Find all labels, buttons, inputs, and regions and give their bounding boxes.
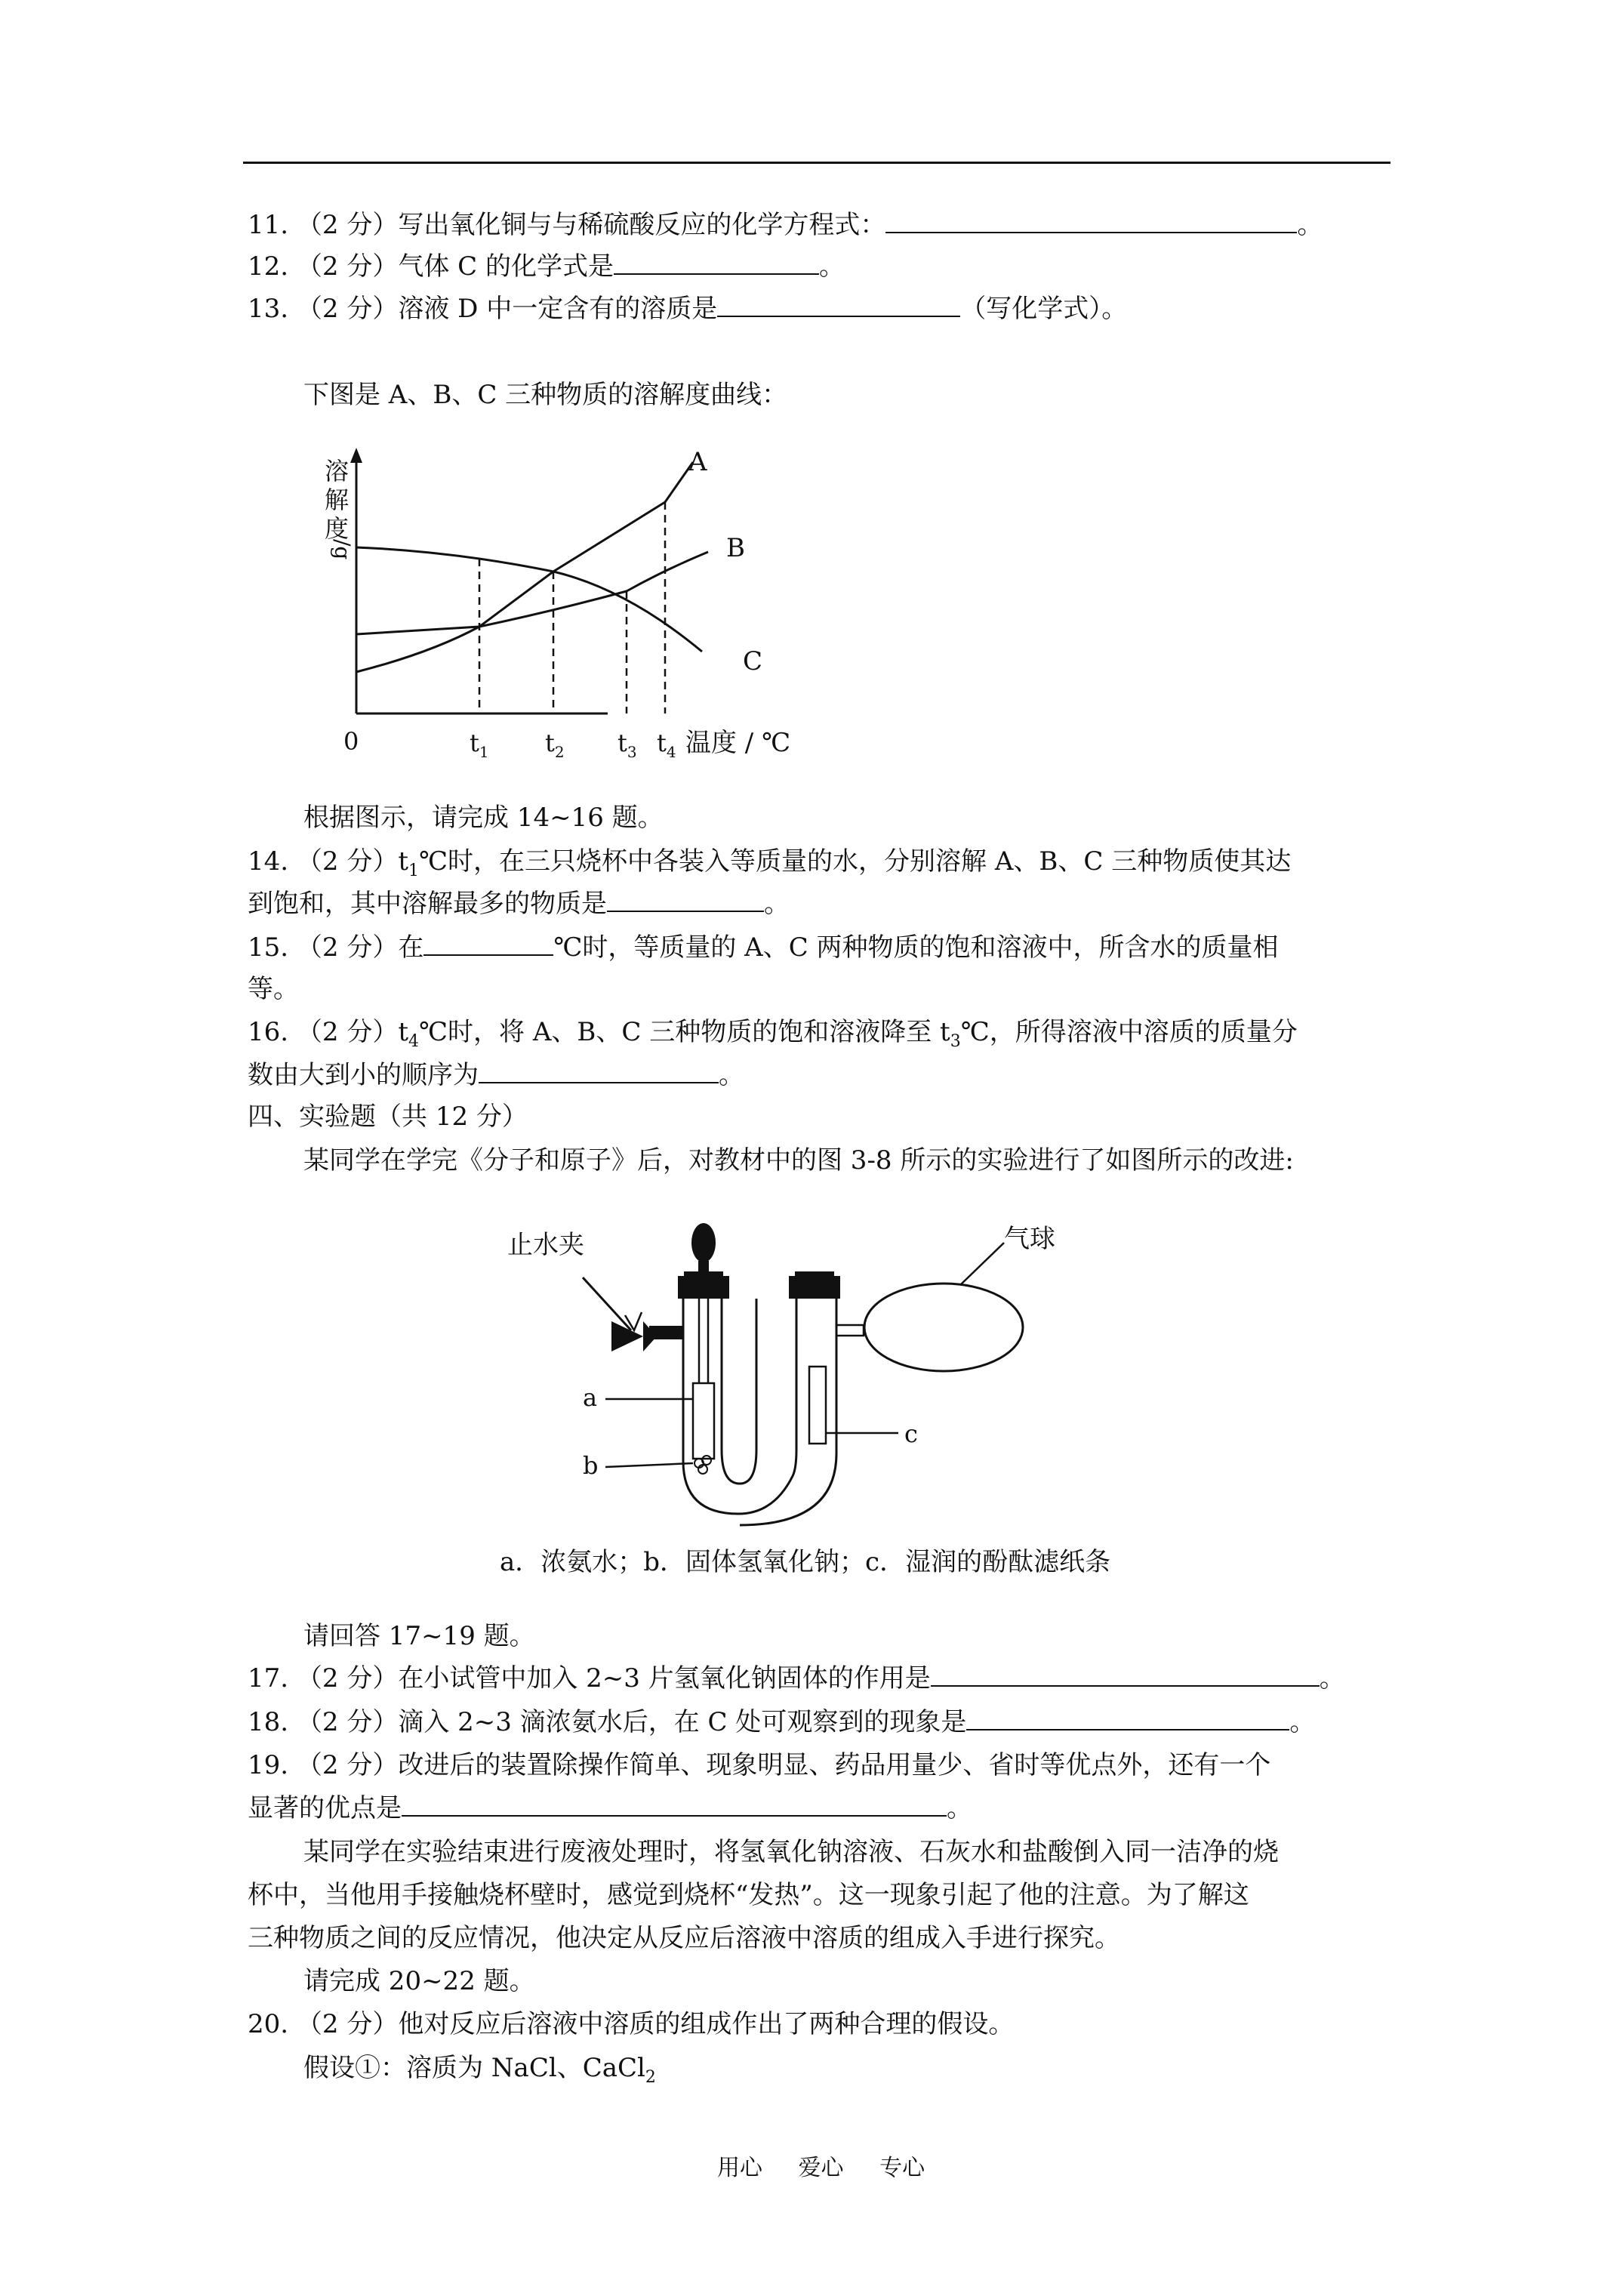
dropper-bulb-icon [691, 1223, 716, 1262]
question-18: 18. （2 分）滴入 2~3 滴浓氨水后，在 C 处可观察到的现象是 。 [248, 1707, 1316, 1737]
u-tube [683, 1299, 796, 1514]
balloon-icon [864, 1284, 1023, 1371]
curve-b [356, 552, 708, 634]
y-axis-label-1: 溶 [325, 457, 350, 485]
y-axis-label-2: 解 [325, 485, 350, 514]
chart-after-text: 根据图示，请完成 14~16 题。 [303, 803, 664, 833]
hypothesis-1: 假设①：溶质为 NaCl、CaCl$_2$ [303, 2053, 656, 2087]
y-axis-arrow-icon [350, 448, 362, 463]
answer-blank[interactable] [717, 313, 960, 317]
question-text: （2 分）溶液 D 中一定含有的溶质是 [296, 294, 718, 324]
question-20: 20. （2 分）他对反应后溶液中溶质的组成作出了两种合理的假设。 [248, 2009, 1015, 2039]
answer-blank[interactable] [479, 1079, 719, 1083]
series-label-b: B [726, 533, 745, 563]
answer-blank[interactable] [402, 1812, 947, 1817]
question-14-line2: 到饱和，其中溶解最多的物质是 。 [248, 889, 790, 919]
question-number: 12. [248, 251, 289, 282]
answer-blank[interactable] [607, 908, 764, 912]
tick-t2: $t_2$ [545, 729, 565, 761]
label-a: a [583, 1383, 598, 1412]
paragraph-line-3: 三种物质之间的反应情况，他决定从反应后溶液中溶质的组成入手进行探究。 [248, 1923, 1120, 1953]
question-13: 13. （2 分）溶液 D 中一定含有的溶质是 （写化学式）。 [248, 294, 1128, 324]
question-16-line2: 数由大到小的顺序为 。 [248, 1060, 744, 1090]
label-balloon: 气球 [1004, 1224, 1055, 1254]
origin-label: 0 [343, 727, 359, 756]
q17-19-intro: 请回答 17~19 题。 [303, 1621, 535, 1651]
tick-t4: $t_4$ [657, 729, 676, 761]
question-16: 16. （2 分）$t_4℃$时，将 A、B、C 三种物质的饱和溶液降至 $t_3℃$，所得溶液中溶质的质量分 [248, 1017, 1298, 1051]
tick-t1: $t_1$ [470, 729, 489, 761]
label-clamp: 止水夹 [507, 1230, 584, 1260]
answer-blank[interactable] [885, 229, 1297, 233]
answer-blank[interactable] [423, 951, 553, 956]
stopper-left [678, 1276, 729, 1299]
question-14: 14. （2 分）$t_1℃$时，在三只烧杯中各装入等质量的水，分别溶解 A、B、C 三种物质使其达 [248, 846, 1292, 880]
balloon-neck [836, 1325, 864, 1336]
y-axis-label-4: /g [330, 539, 355, 560]
question-text: （2 分）写出氧化铜与与稀硫酸反应的化学方程式： [296, 210, 886, 240]
y-axis [350, 448, 362, 713]
x-axis-label: 温度 / ℃ [685, 728, 791, 758]
question-text: （2 分）气体 C 的化学式是 [296, 251, 614, 282]
question-11: 11. （2 分）写出氧化铜与与稀硫酸反应的化学方程式： 。 [248, 210, 1323, 240]
series-label-a: A [688, 447, 707, 477]
question-number: 11. [248, 210, 289, 240]
paragraph-line-1: 某同学在实验结束进行废液处理时，将氢氧化钠溶液、石灰水和盐酸倒入同一洁净的烧 [303, 1837, 1279, 1867]
stopper-right [789, 1276, 840, 1299]
page-footer: 用心 爱心 专心 [717, 2155, 925, 2181]
label-b: b [583, 1451, 599, 1480]
header-rule [243, 162, 1390, 164]
tick-t3: $t_3$ [617, 729, 637, 761]
small-test-tube [693, 1383, 714, 1459]
question-19-line2: 显著的优点是 。 [248, 1793, 972, 1823]
label-c: c [904, 1419, 918, 1448]
phenolphthalein-strip [809, 1367, 826, 1444]
question-12: 12. （2 分）气体 C 的化学式是 。 [248, 251, 845, 282]
series-label-c: C [743, 646, 763, 676]
solubility-chart [302, 442, 830, 766]
y-axis-label-3: 度 [325, 514, 350, 543]
answer-blank[interactable] [614, 270, 819, 275]
question-15: 15. （2 分）在 ℃时，等质量的 A、C 两种物质的饱和溶液中，所含水的质量相 [248, 932, 1279, 963]
chart-intro: 下图是 A、B、C 三种物质的溶解度曲线： [303, 380, 788, 410]
q20-22-intro: 请完成 20~22 题。 [303, 1966, 535, 1996]
question-17: 17. （2 分）在小试管中加入 2~3 片氢氧化钠固体的作用是 。 [248, 1663, 1345, 1693]
answer-blank[interactable] [966, 1726, 1289, 1730]
answer-blank[interactable] [931, 1682, 1320, 1687]
apparatus-caption: a．浓氨水；b．固体氢氧化钠；c．湿润的酚酞滤纸条 [500, 1547, 1111, 1577]
section-4-heading: 四、实验题（共 12 分） [248, 1102, 528, 1132]
curve-c [356, 547, 702, 652]
question-number: 13. [248, 294, 289, 324]
question-15-line2: 等。 [248, 974, 299, 1004]
apparatus-diagram [498, 1208, 1087, 1525]
paragraph-line-2: 杯中，当他用手接触烧杯壁时，感觉到烧杯“发热”。这一现象引起了他的注意。为了解这 [248, 1880, 1249, 1910]
experiment-intro: 某同学在学完《分子和原子》后，对教材中的图 3-8 所示的实验进行了如图所示的改进: [303, 1145, 1294, 1176]
question-19: 19. （2 分）改进后的装置除操作简单、现象明显、药品用量少、省时等优点外，还有一个 [248, 1750, 1271, 1780]
